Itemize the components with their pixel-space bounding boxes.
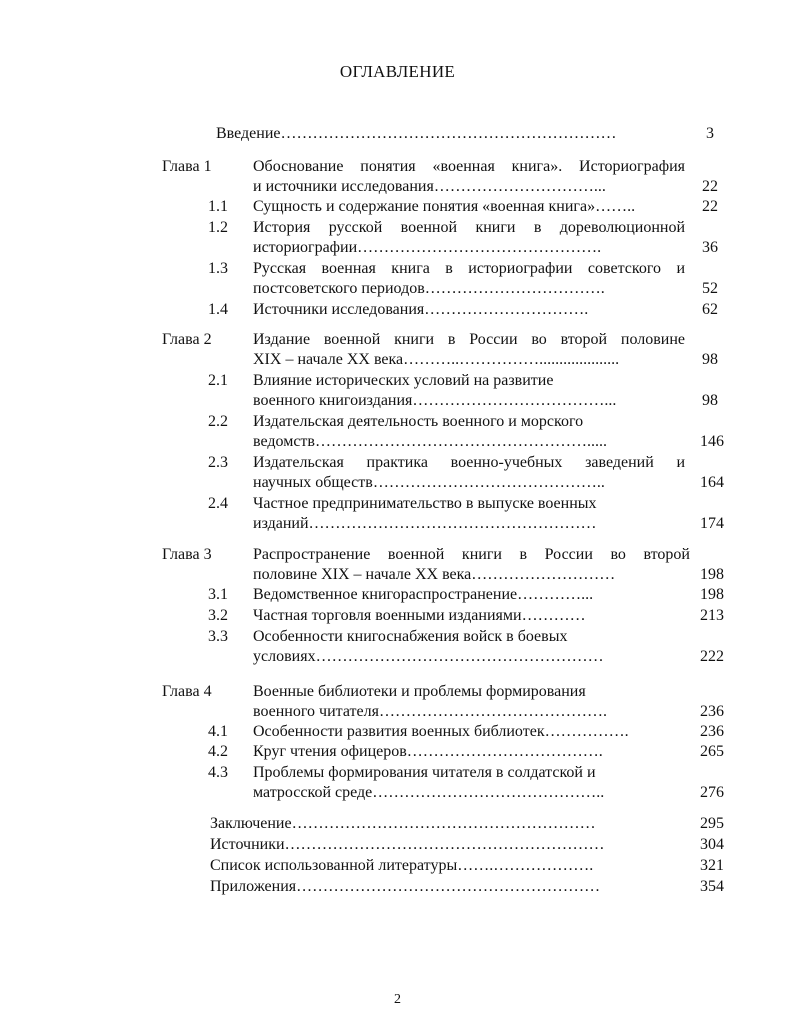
section-title-1-2-line2: историографии……………………………………….: [253, 239, 602, 256]
section-page-1-3: 52: [702, 280, 718, 297]
section-title-1-2-line1: История русской военной книги в дореволюционной: [253, 219, 685, 236]
section-title-2-4-line1: Частное предпринимательство в выпуске военных: [253, 495, 597, 512]
section-page-3-1: 198: [700, 586, 724, 603]
section-title-1-3-line1: Русская военная книга в историографии советского и: [253, 260, 685, 277]
chapter-title-2-line1: Издание военной книги в России во второй половине: [253, 331, 685, 348]
chapter-title-1-line2: и источники исследования…………………………...: [253, 178, 606, 195]
section-title-3-1: Ведомственное книгораспространение…………...: [253, 586, 594, 603]
toc-entry-appendices: Приложения…………………………………………………: [210, 878, 601, 895]
section-num-1-4: 1.4: [208, 301, 228, 318]
section-page-2-3: 164: [700, 474, 724, 491]
section-title-4-3-line1: Проблемы формирования читателя в солдатской и: [253, 764, 596, 781]
chapter-label-1: Глава 1: [162, 158, 212, 175]
section-num-1-1: 1.1: [208, 198, 228, 215]
section-num-1-2: 1.2: [208, 219, 228, 236]
section-title-1-3-line2: постсоветского периодов…………………………….: [253, 280, 605, 297]
chapter-page-2: 98: [702, 351, 718, 368]
section-title-2-2-line1: Издательская деятельность военного и морского: [253, 413, 584, 430]
toc-entry-intro: Введение………………………………………………………: [216, 125, 617, 142]
toc-entry-sources: Источники……………………………………………………: [210, 836, 605, 853]
section-num-2-3: 2.3: [208, 454, 228, 471]
section-title-1-4: Источники исследования………………………….: [253, 301, 589, 318]
section-page-3-3: 222: [700, 648, 724, 665]
section-page-2-4: 174: [700, 515, 724, 532]
toc-entry-bibliography: Список использованной литературы…….……………….: [210, 857, 594, 874]
section-title-2-2-line2: ведомств…………………………………………….....: [253, 433, 607, 450]
section-page-1-4: 62: [702, 301, 718, 318]
chapter-title-1-line1: Обоснование понятия «военная книга». Историография: [253, 158, 685, 175]
section-title-2-3-line1: Издательская практика военно-учебных заведений и: [253, 454, 685, 471]
section-title-4-3-line2: матросской среде……………………………………..: [253, 784, 605, 801]
section-num-3-3: 3.3: [208, 628, 228, 645]
section-num-2-4: 2.4: [208, 495, 228, 512]
toc-page-intro: 3: [706, 125, 714, 142]
chapter-label-2: Глава 2: [162, 331, 212, 348]
section-page-2-1: 98: [702, 392, 718, 409]
chapter-title-4-line2: военного читателя…………………………………….: [253, 703, 607, 720]
section-page-4-3: 276: [700, 784, 724, 801]
section-title-2-1-line1: Влияние исторических условий на развитие: [253, 372, 554, 389]
section-num-4-1: 4.1: [208, 723, 228, 740]
section-title-1-1: Сущность и содержание понятия «военная книга»……..: [253, 198, 636, 215]
section-title-4-1: Особенности развития военных библиотек…………….: [253, 723, 629, 740]
toc-page-appendices: 354: [700, 878, 724, 895]
section-title-4-2: Круг чтения офицеров……………………………….: [253, 743, 603, 760]
section-num-3-2: 3.2: [208, 607, 228, 624]
section-page-2-2: 146: [700, 433, 724, 450]
toc-entry-conclusion: Заключение…………………………………………………: [210, 815, 596, 832]
section-page-1-2: 36: [702, 239, 718, 256]
section-page-3-2: 213: [700, 607, 724, 624]
section-num-3-1: 3.1: [208, 586, 228, 603]
toc-page-sources: 304: [700, 836, 724, 853]
toc-page-conclusion: 295: [700, 815, 724, 832]
section-title-2-3-line2: научных обществ……………………………………..: [253, 474, 605, 491]
chapter-title-4-line1: Военные библиотеки и проблемы формирования: [253, 683, 586, 700]
section-title-3-2: Частная торговля военными изданиями…………: [253, 607, 586, 624]
chapter-title-2-line2: XIX – начале XX века………..……………....................: [253, 351, 620, 368]
chapter-page-3: 198: [700, 566, 724, 583]
section-title-2-1-line2: военного книгоиздания………………………………...: [253, 392, 617, 409]
section-num-4-3: 4.3: [208, 764, 228, 781]
section-title-3-3-line2: условиях………………………………………………: [253, 648, 604, 665]
chapter-label-4: Глава 4: [162, 683, 212, 700]
chapter-title-3-line2: половине XIX – начале XX века………………………: [253, 566, 616, 583]
page-title: ОГЛАВЛЕНИЕ: [339, 62, 456, 81]
section-title-3-3-line1: Особенности книгоснабжения войск в боевых: [253, 628, 568, 645]
section-num-4-2: 4.2: [208, 743, 228, 760]
chapter-page-1: 22: [702, 178, 718, 195]
toc-page-bibliography: 321: [700, 857, 724, 874]
section-page-4-2: 265: [700, 743, 724, 760]
section-num-1-3: 1.3: [208, 260, 228, 277]
page-number: 2: [394, 992, 401, 1007]
chapter-label-3: Глава 3: [162, 546, 212, 563]
section-num-2-1: 2.1: [208, 372, 228, 389]
section-page-1-1: 22: [702, 198, 718, 215]
section-title-2-4-line2: изданий………………………………………………: [253, 515, 597, 532]
chapter-page-4: 236: [700, 703, 724, 720]
chapter-title-3-line1: Распространение военной книги в России во второй: [253, 546, 690, 563]
section-num-2-2: 2.2: [208, 413, 228, 430]
section-page-4-1: 236: [700, 723, 724, 740]
